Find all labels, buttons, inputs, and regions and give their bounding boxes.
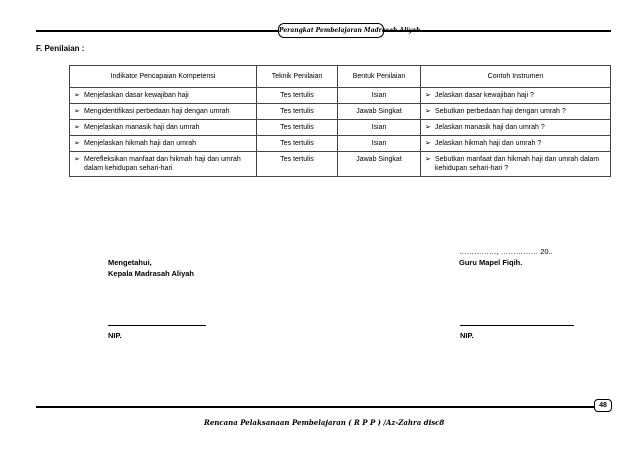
acknowledged-label: Mengetahui,: [108, 258, 152, 267]
footer-rule: [36, 406, 598, 408]
date-line: ……………, …………… 20..: [459, 247, 553, 256]
teacher-title: Guru Mapel Fiqih.: [459, 258, 523, 267]
form-cell: Isian: [338, 88, 421, 104]
arrow-bullet-icon: ➢: [425, 92, 431, 99]
indicator-cell: Menjelaskan manasik haji dan umrah: [84, 124, 200, 131]
arrow-bullet-icon: ➢: [425, 124, 431, 131]
nip-left: NIP.: [108, 331, 122, 340]
form-cell: Isian: [338, 120, 421, 136]
section-title: F. Penilaian :: [36, 44, 85, 53]
instrument-cell: Jelaskan dasar kewajiban haji ?: [435, 92, 534, 99]
instrument-cell: Jelaskan hikmah haji dan umrah ?: [435, 140, 542, 147]
running-title: Perangkat Pembelajaran Madrasah Aliyah: [278, 23, 384, 38]
signature-line-right: [460, 325, 574, 326]
column-header: Teknik Penilaian: [257, 66, 338, 88]
instrument-cell: Sebutkan manfaat dan hikmah haji dan umrah dalam kehidupan sehari-hari ?: [435, 156, 600, 172]
indicator-cell: Merefleksikan manfaat dan hikmah haji dan umrah dalam kehidupan sehari-hari: [84, 156, 241, 172]
column-header: Contoh Instrumen: [421, 66, 611, 88]
form-cell: Jawab Singkat: [338, 152, 421, 177]
principal-title: Kepala Madrasah Aliyah: [108, 269, 195, 278]
instrument-cell: Sebutkan perbedaan haji dengan umrah ?: [435, 108, 566, 115]
table-row: [70, 136, 611, 152]
table-row: [70, 120, 611, 136]
form-cell: Jawab Singkat: [338, 104, 421, 120]
assessment-table: [69, 65, 611, 177]
arrow-bullet-icon: ➢: [425, 140, 431, 147]
signature-line-left: [108, 325, 206, 326]
indicator-cell: Menjelaskan dasar kewajiban haji: [84, 92, 189, 99]
arrow-bullet-icon: ➢: [425, 108, 431, 115]
page-number: 48: [594, 399, 612, 412]
table-row: [70, 88, 611, 104]
table-row: [70, 104, 611, 120]
instrument-cell: Jelaskan manasik haji dan umrah ?: [435, 124, 545, 131]
technique-cell: Tes tertulis: [257, 136, 338, 152]
arrow-bullet-icon: ➢: [74, 140, 80, 147]
technique-cell: Tes tertulis: [257, 104, 338, 120]
column-header: Bentuk Penilaian: [338, 66, 421, 88]
arrow-bullet-icon: ➢: [74, 92, 80, 99]
technique-cell: Tes tertulis: [257, 88, 338, 104]
indicator-cell: Menjelaskan hikmah haji dan umrah: [84, 140, 197, 147]
indicator-cell: Mengidentifikasi perbedaan haji dengan umrah: [84, 108, 230, 115]
column-header: Indikator Pencapaian Kompetensi: [70, 66, 257, 88]
arrow-bullet-icon: ➢: [425, 156, 431, 163]
arrow-bullet-icon: ➢: [74, 124, 80, 131]
table-header-row: [70, 66, 611, 88]
footer-text: Rencana Pelaksanaan Pembelajaran ( R P P ) /Az-Zahra disc8: [204, 418, 445, 427]
arrow-bullet-icon: ➢: [74, 108, 80, 115]
nip-right: NIP.: [460, 331, 474, 340]
arrow-bullet-icon: ➢: [74, 156, 80, 163]
table-row: [70, 152, 611, 177]
form-cell: Isian: [338, 136, 421, 152]
technique-cell: Tes tertulis: [257, 152, 338, 177]
technique-cell: Tes tertulis: [257, 120, 338, 136]
